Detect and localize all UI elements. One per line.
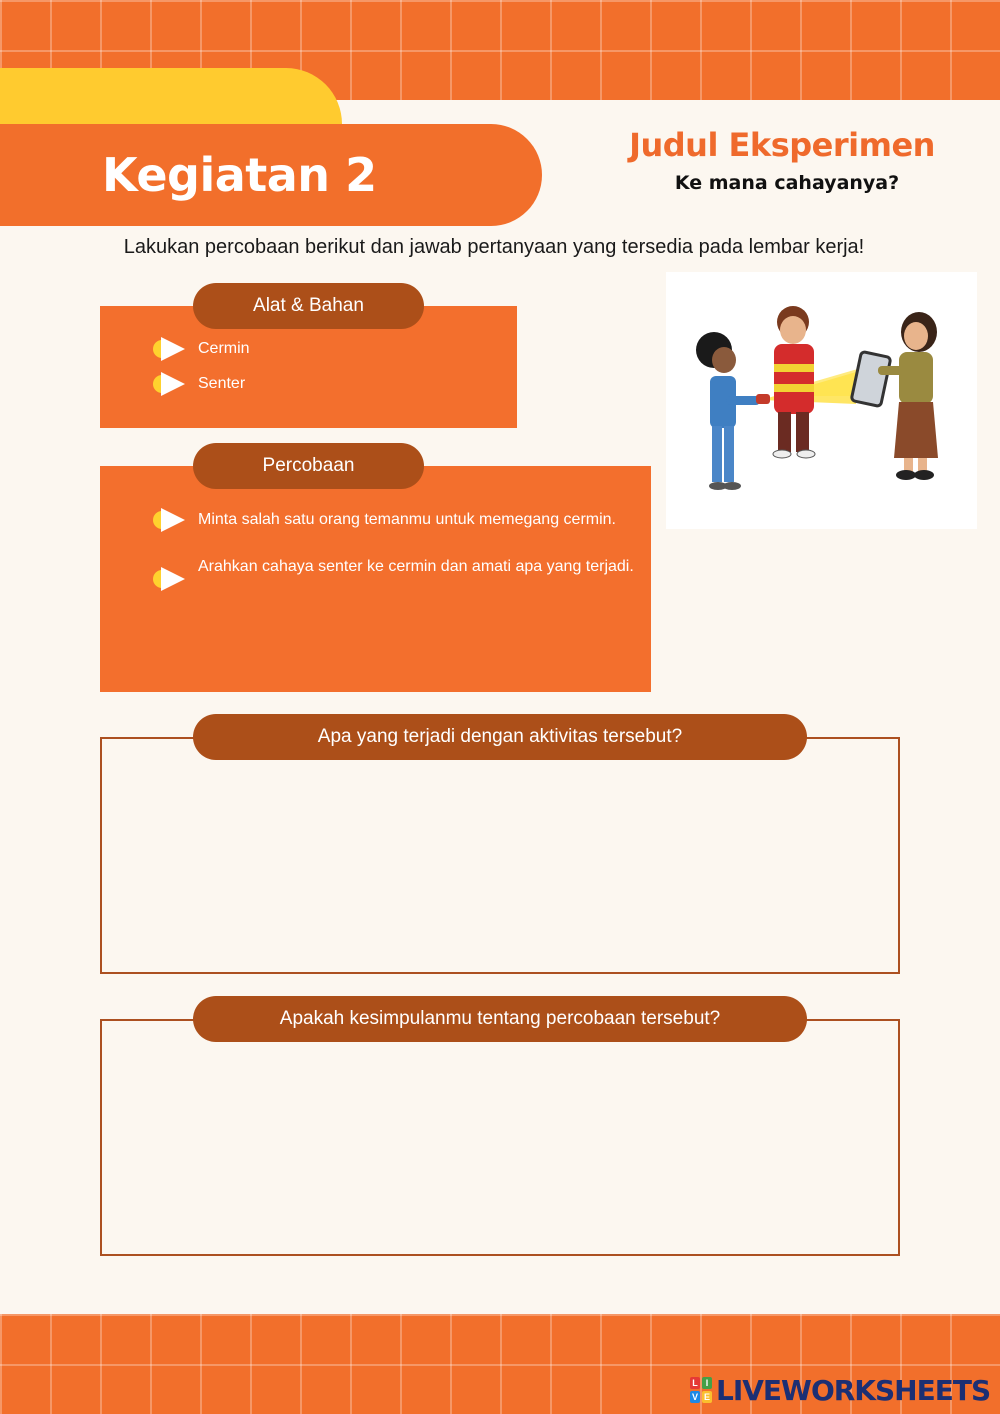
question-2-label: Apakah kesimpulanmu tentang percobaan tersebut? xyxy=(193,996,807,1042)
materials-item: Cermin xyxy=(198,340,250,357)
materials-item: Senter xyxy=(198,375,246,392)
activity-title: Kegiatan 2 xyxy=(102,148,377,202)
experiment-label: Percobaan xyxy=(193,443,424,489)
logo-letter: E xyxy=(703,1392,710,1402)
experiment-step: Arahkan cahaya senter ke cermin dan amati apa yang terjadi. xyxy=(198,558,634,575)
logo-letter: V xyxy=(691,1392,698,1402)
bullet-arrow-icon xyxy=(153,372,187,396)
answer-box-1[interactable] xyxy=(100,737,900,974)
instruction-text: Lakukan percobaan berikut dan jawab pertanyaan yang tersedia pada lembar kerja! xyxy=(123,236,865,258)
liveworksheets-logo xyxy=(690,1372,990,1408)
logo-letter: L xyxy=(690,1377,700,1389)
answer-box-2[interactable] xyxy=(100,1019,900,1256)
live-logo-icon xyxy=(690,1377,712,1403)
experiment-illustration xyxy=(666,272,977,529)
experiment-subtitle: Ke mana cahayanya? xyxy=(674,172,900,194)
bullet-arrow-icon xyxy=(153,508,187,532)
children-mirror-flashlight-illustration xyxy=(666,272,977,529)
question-1-label: Apa yang terjadi dengan aktivitas tersebut? xyxy=(193,714,807,760)
activity-title-banner xyxy=(0,124,542,226)
experiment-step: Minta salah satu orang temanmu untuk memegang cermin. xyxy=(198,511,616,528)
materials-label: Alat & Bahan xyxy=(193,283,424,329)
brand-name: LIVEWORKSHEETS xyxy=(716,1373,991,1407)
bullet-arrow-icon xyxy=(153,567,187,591)
logo-letter: I xyxy=(702,1377,712,1389)
bullet-arrow-icon xyxy=(153,337,187,361)
experiment-heading: Judul Eksperimen xyxy=(629,126,935,164)
